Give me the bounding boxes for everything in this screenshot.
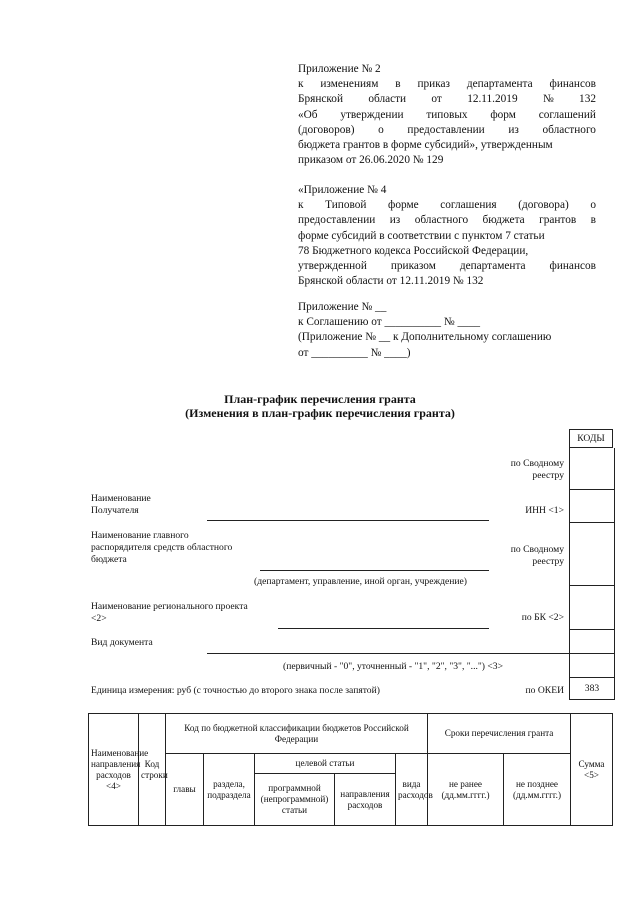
recipient-field[interactable] bbox=[207, 520, 489, 521]
col-chapter-header: главы bbox=[166, 754, 204, 826]
col-kbk-header: Код по бюджетной классификации бюджетов Российской Федерации bbox=[166, 714, 428, 754]
agreement-line: от __________ № ____) bbox=[298, 346, 411, 359]
bk-label: по БК <2> bbox=[521, 612, 564, 623]
appendix-2-line: «Об утверждении типовых форм соглашений bbox=[298, 108, 596, 121]
unit-label: Единица измерения: руб (с точностью до второго знака после запятой) bbox=[91, 685, 380, 696]
col-target-header: целевой статьи bbox=[255, 754, 396, 774]
appendix-2-line: Брянской области от 12.11.2019 № 132 bbox=[298, 93, 596, 106]
svodny-label-1: по Сводному реестру bbox=[510, 458, 564, 481]
col-terms-header: Сроки перечисления гранта bbox=[428, 714, 571, 754]
appendix-4-line: 78 Бюджетного кодекса Российской Федерации, bbox=[298, 244, 529, 257]
manager-label: Наименование главного распорядителя средств областного бюджета bbox=[91, 530, 233, 565]
col-sum-header: Сумма <5> bbox=[571, 714, 613, 826]
agreement-line: к Соглашению от __________ № ____ bbox=[298, 316, 481, 329]
code-cell-doc-type[interactable] bbox=[569, 630, 615, 654]
appendix-4-line: форме субсидий в соответствии с пунктом 7 статьи bbox=[298, 229, 545, 242]
code-cell-inn[interactable] bbox=[569, 490, 615, 523]
code-cell-okei[interactable]: 383 bbox=[569, 678, 615, 700]
manager-hint: (департамент, управление, иной орган, учреждение) bbox=[254, 576, 467, 587]
code-cell-doc-type-2[interactable] bbox=[569, 654, 615, 678]
appendix-4-line: к Типовой форме соглашения (договора) о bbox=[298, 199, 596, 212]
code-cell-svodny-1[interactable] bbox=[569, 448, 615, 490]
agreement-line: (Приложение № __ к Дополнительному соглашению bbox=[298, 331, 552, 344]
doc-type-hint: (первичный - "0", уточненный - "1", "2", "3", "...") <3> bbox=[283, 661, 503, 672]
col-direction-header: направления расходов bbox=[335, 774, 396, 826]
col-code-header: Код строки bbox=[139, 714, 166, 826]
appendix-2-line: бюджета грантов в форме субсидий», утвержденным bbox=[298, 139, 553, 152]
code-cell-svodny-2[interactable] bbox=[569, 523, 615, 586]
doc-type-label: Вид документа bbox=[91, 637, 153, 648]
agreement-block bbox=[298, 300, 598, 361]
svodny-label-2: по Сводному реестру bbox=[510, 544, 564, 567]
codes-header: КОДЫ bbox=[569, 429, 613, 448]
appendix-4-block bbox=[298, 183, 596, 289]
inn-label: ИНН <1> bbox=[525, 505, 564, 516]
page-subtitle: (Изменения в план-график перечисления гранта) bbox=[185, 406, 455, 420]
appendix-2-line: к изменениям в приказ департамента финансов bbox=[298, 78, 596, 91]
appendix-2-line: приказом от 26.06.2020 № 129 bbox=[298, 154, 444, 167]
agreement-line: Приложение № __ bbox=[298, 301, 387, 313]
project-label: Наименование регионального проекта <2> bbox=[91, 601, 248, 624]
code-cell-bk[interactable] bbox=[569, 586, 615, 630]
appendix-4-line: утвержденной приказом департамента финансов bbox=[298, 260, 596, 273]
okei-label: по ОКЕИ bbox=[525, 685, 564, 696]
appendix-4-line: Брянской области от 12.11.2019 № 132 bbox=[298, 275, 484, 288]
page-title: План-график перечисления гранта bbox=[224, 392, 416, 406]
manager-field[interactable] bbox=[260, 570, 489, 571]
col-vid-header: вида расходов bbox=[396, 754, 428, 826]
project-field[interactable] bbox=[278, 628, 489, 629]
recipient-label: Наименование Получателя bbox=[91, 493, 151, 516]
doc-type-field[interactable] bbox=[207, 653, 569, 654]
col-name-header: Наименование направления расходов <4> bbox=[89, 714, 139, 826]
appendix-2-heading: Приложение № 2 bbox=[298, 63, 381, 75]
col-not-later-header: не позднее (дд.мм.гггг.) bbox=[504, 754, 571, 826]
col-not-earlier-header: не ранее (дд.мм.гггг.) bbox=[428, 754, 504, 826]
appendix-2-line: (договоров) о предоставлении из областного bbox=[298, 123, 596, 136]
appendix-4-heading: «Приложение № 4 bbox=[298, 184, 387, 196]
appendix-2-block bbox=[298, 62, 596, 168]
col-program-header: программной (непрограммной) статьи bbox=[255, 774, 335, 826]
plan-schedule-table bbox=[88, 713, 613, 826]
appendix-4-line: предоставлении из областного бюджета грантов в bbox=[298, 214, 596, 227]
col-section-header: раздела, подраздела bbox=[204, 754, 255, 826]
